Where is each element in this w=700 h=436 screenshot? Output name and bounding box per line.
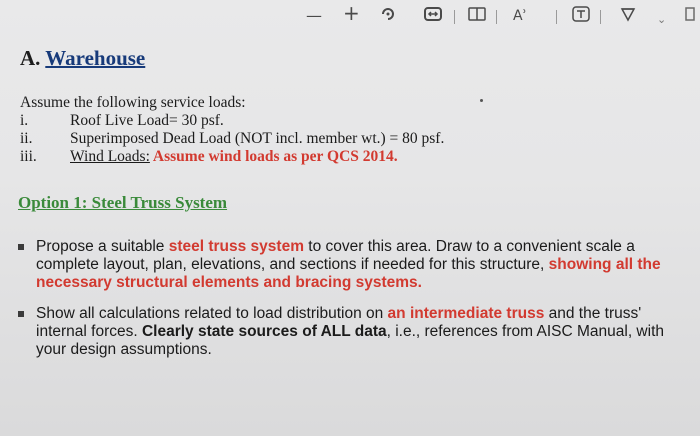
bullet-text: and the truss' internal forces. (36, 305, 642, 340)
bullet-item-2 (36, 305, 676, 359)
zoom-out-button[interactable]: — (306, 6, 322, 25)
section-prefix: A. (20, 46, 46, 70)
read-aloud-button[interactable]: Aʾ (513, 8, 527, 24)
bullet-highlight: showing all the necessary structural elements and bracing systems. (36, 256, 661, 291)
bullet-text: Propose a suitable (36, 238, 169, 255)
zoom-in-button[interactable]: + (343, 1, 360, 25)
bullet-highlight: an intermediate truss (387, 305, 545, 322)
list-number: iii. (20, 148, 37, 165)
draw-icon[interactable] (620, 6, 636, 27)
chevron-down-icon[interactable]: ⌄ (657, 13, 667, 26)
intro-text: Assume the following service loads: (20, 94, 246, 111)
list-number: ii. (20, 130, 33, 147)
bullet-highlight: steel truss system (168, 238, 304, 255)
rotate-icon[interactable] (380, 6, 396, 27)
bullet-marker (18, 311, 24, 317)
bullet-text: to cover this area. Draw to a convenient scale a complete layout, plan, elevations, and sections if needed for this structure, (36, 238, 635, 273)
bullet-item-1 (36, 238, 676, 292)
bullet-bold: Clearly state sources of ALL data (141, 323, 387, 340)
viewer-toolbar (0, 0, 700, 34)
erase-icon[interactable] (684, 6, 696, 27)
wind-label: Wind Loads: (70, 148, 150, 165)
two-page-icon[interactable] (468, 6, 486, 27)
bullet-text: , i.e., references from AISC Manual, with your design assumptions. (36, 323, 664, 358)
toolbar-divider (600, 10, 601, 24)
load-item-dead: Superimposed Dead Load (NOT incl. member wt.) = 80 psf. (70, 130, 445, 147)
list-number: i. (20, 112, 29, 129)
option-heading: Option 1: Steel Truss System (18, 193, 228, 212)
wind-text: Assume wind loads as per QCS 2014. (149, 148, 398, 165)
section-title: Warehouse (45, 46, 146, 70)
text-icon[interactable] (572, 6, 590, 27)
stray-dot (480, 99, 483, 102)
section-heading (20, 46, 145, 71)
bullet-marker (18, 244, 24, 250)
bullet-text: Show all calculations related to load distribution on (36, 305, 388, 322)
load-item-wind (70, 148, 398, 166)
toolbar-divider (556, 10, 557, 24)
toolbar-divider (496, 10, 497, 24)
toolbar-divider (454, 10, 455, 24)
fit-page-icon[interactable] (424, 6, 442, 26)
load-item-live: Roof Live Load= 30 psf. (70, 112, 224, 129)
